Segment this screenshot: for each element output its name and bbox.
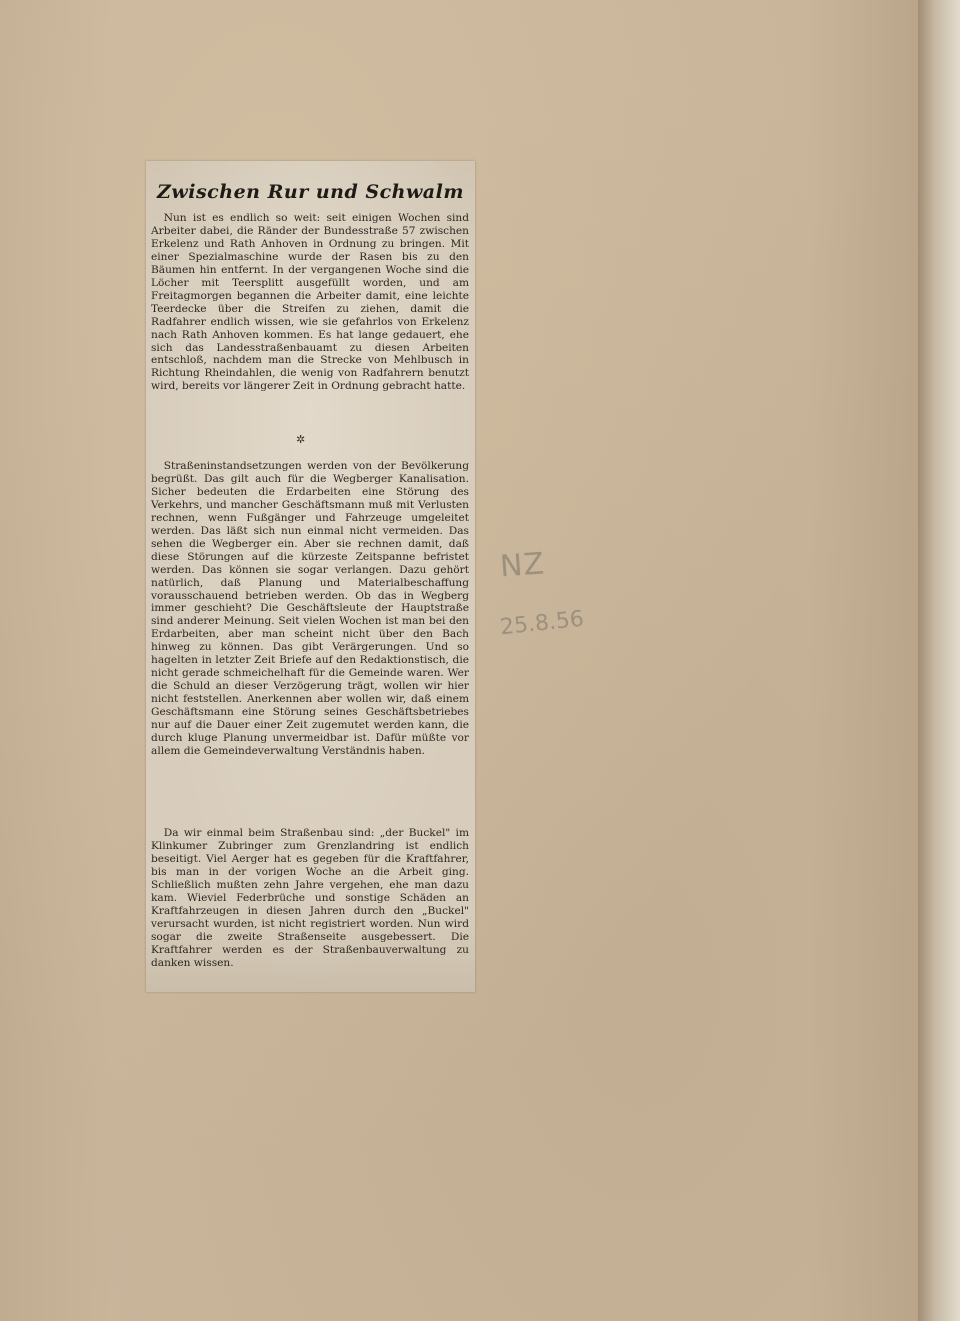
clipping-paragraph-1: Nun ist es endlich so weit: seit einigen Wochen sind Arbeiter dabei, die Ränder der Bundesstraße 57 zwischen Erkelenz und Rath Anhoven in Ordnung zu bringen. Mit einer Spezialmaschine wurde der Rasen bis zu den Bäumen hin entfernt. In der vergangenen Woche sind die Löcher mit Teersplitt ausgefüllt worden, und am Freitagmorgen begannen die Arbeiter damit, eine leichte Teerdecke über die Streifen zu ziehen, damit die Radfahrer endlich wissen, wie sie gefahrlos von Erkelenz nach Rath Anhoven kommen. Es hat lange gedauert, ehe sich das Landesstraßenbauamt zu diesen Arbeiten entschloß, nachdem man die Strecke von Mehlbusch in Richtung Rheindahlen, die wenig von Radfahrern benutzt wird, bereits vor längerer Zeit in Ordnung gebracht hatte. [151,212,469,393]
clipping-paragraph-2: Straßeninstandsetzungen werden von der Bevölkerung begrüßt. Das gilt auch für die Wegberger Kanalisation. Sicher bedeuten die Erdarbeiten eine Störung des Verkehrs, und mancher Geschäftsmann muß mit Verlusten rechnen, wenn Fußgänger und Fahrzeuge umgeleitet werden. Das läßt sich nun einmal nicht vermeiden. Das sehen die Wegberger ein. Aber sie rechnen damit, daß diese Störungen auf die kürzeste Zeitspanne befristet werden. Das können sie sogar verlangen. Dazu gehört natürlich, daß Planung und Materialbeschaffung vorausschauend betrieben werden. Ob das in Wegberg immer geschieht? Die Geschäftsleute der Hauptstraße sind anderer Meinung. Seit vielen Wochen ist man bei den Erdarbeiten, aber man scheint nicht über den Bach hinweg zu können. Das gibt Verärgerungen. Und so hagelten in letzter Zeit Briefe auf den Redaktionstisch, die nicht gerade schmeichelhaft für die Gemeinde waren. Wer die Schuld an dieser Verzögerung trägt, wollen wir hier nicht feststellen. Anerkennen aber wollen wir, daß einem Geschäftsmann eine Störung seines Geschäftsbetriebes nur auf die Dauer einer Zeit zugemutet werden kann, die durch kluge Planung unvermeidbar ist. Dafür müßte vor allem die Gemeindeverwaltung Verständnis haben. [151,460,469,757]
newspaper-clipping [146,161,475,992]
clipping-paragraph-3: Da wir einmal beim Straßenbau sind: „der Buckel" im Klinkumer Zubringer zum Grenzlandring ist endlich beseitigt. Viel Aerger hat es gegeben für die Kraftfahrer, bis man in der vorigen Woche an die Arbeit ging. Schließlich mußten zehn Jahre vergehen, ehe man dazu kam. Wieviel Federbrüche und sonstige Schäden an Kraftfahrzeugen in diesen Jahren durch den „Buckel" verursacht wurden, ist nicht registriert worden. Nun wird sogar die zweite Straßenseite ausgebessert. Die Kraftfahrer werden es der Straßenbauverwaltung zu danken wissen. [151,827,469,969]
scan-edge [918,0,960,1321]
handwritten-date: 25.8.56 [498,606,586,641]
section-separator: ✲ [296,433,306,446]
clipping-headline: Zwischen Rur und Schwalm [157,181,464,203]
handwritten-initials: NZ [498,546,547,585]
